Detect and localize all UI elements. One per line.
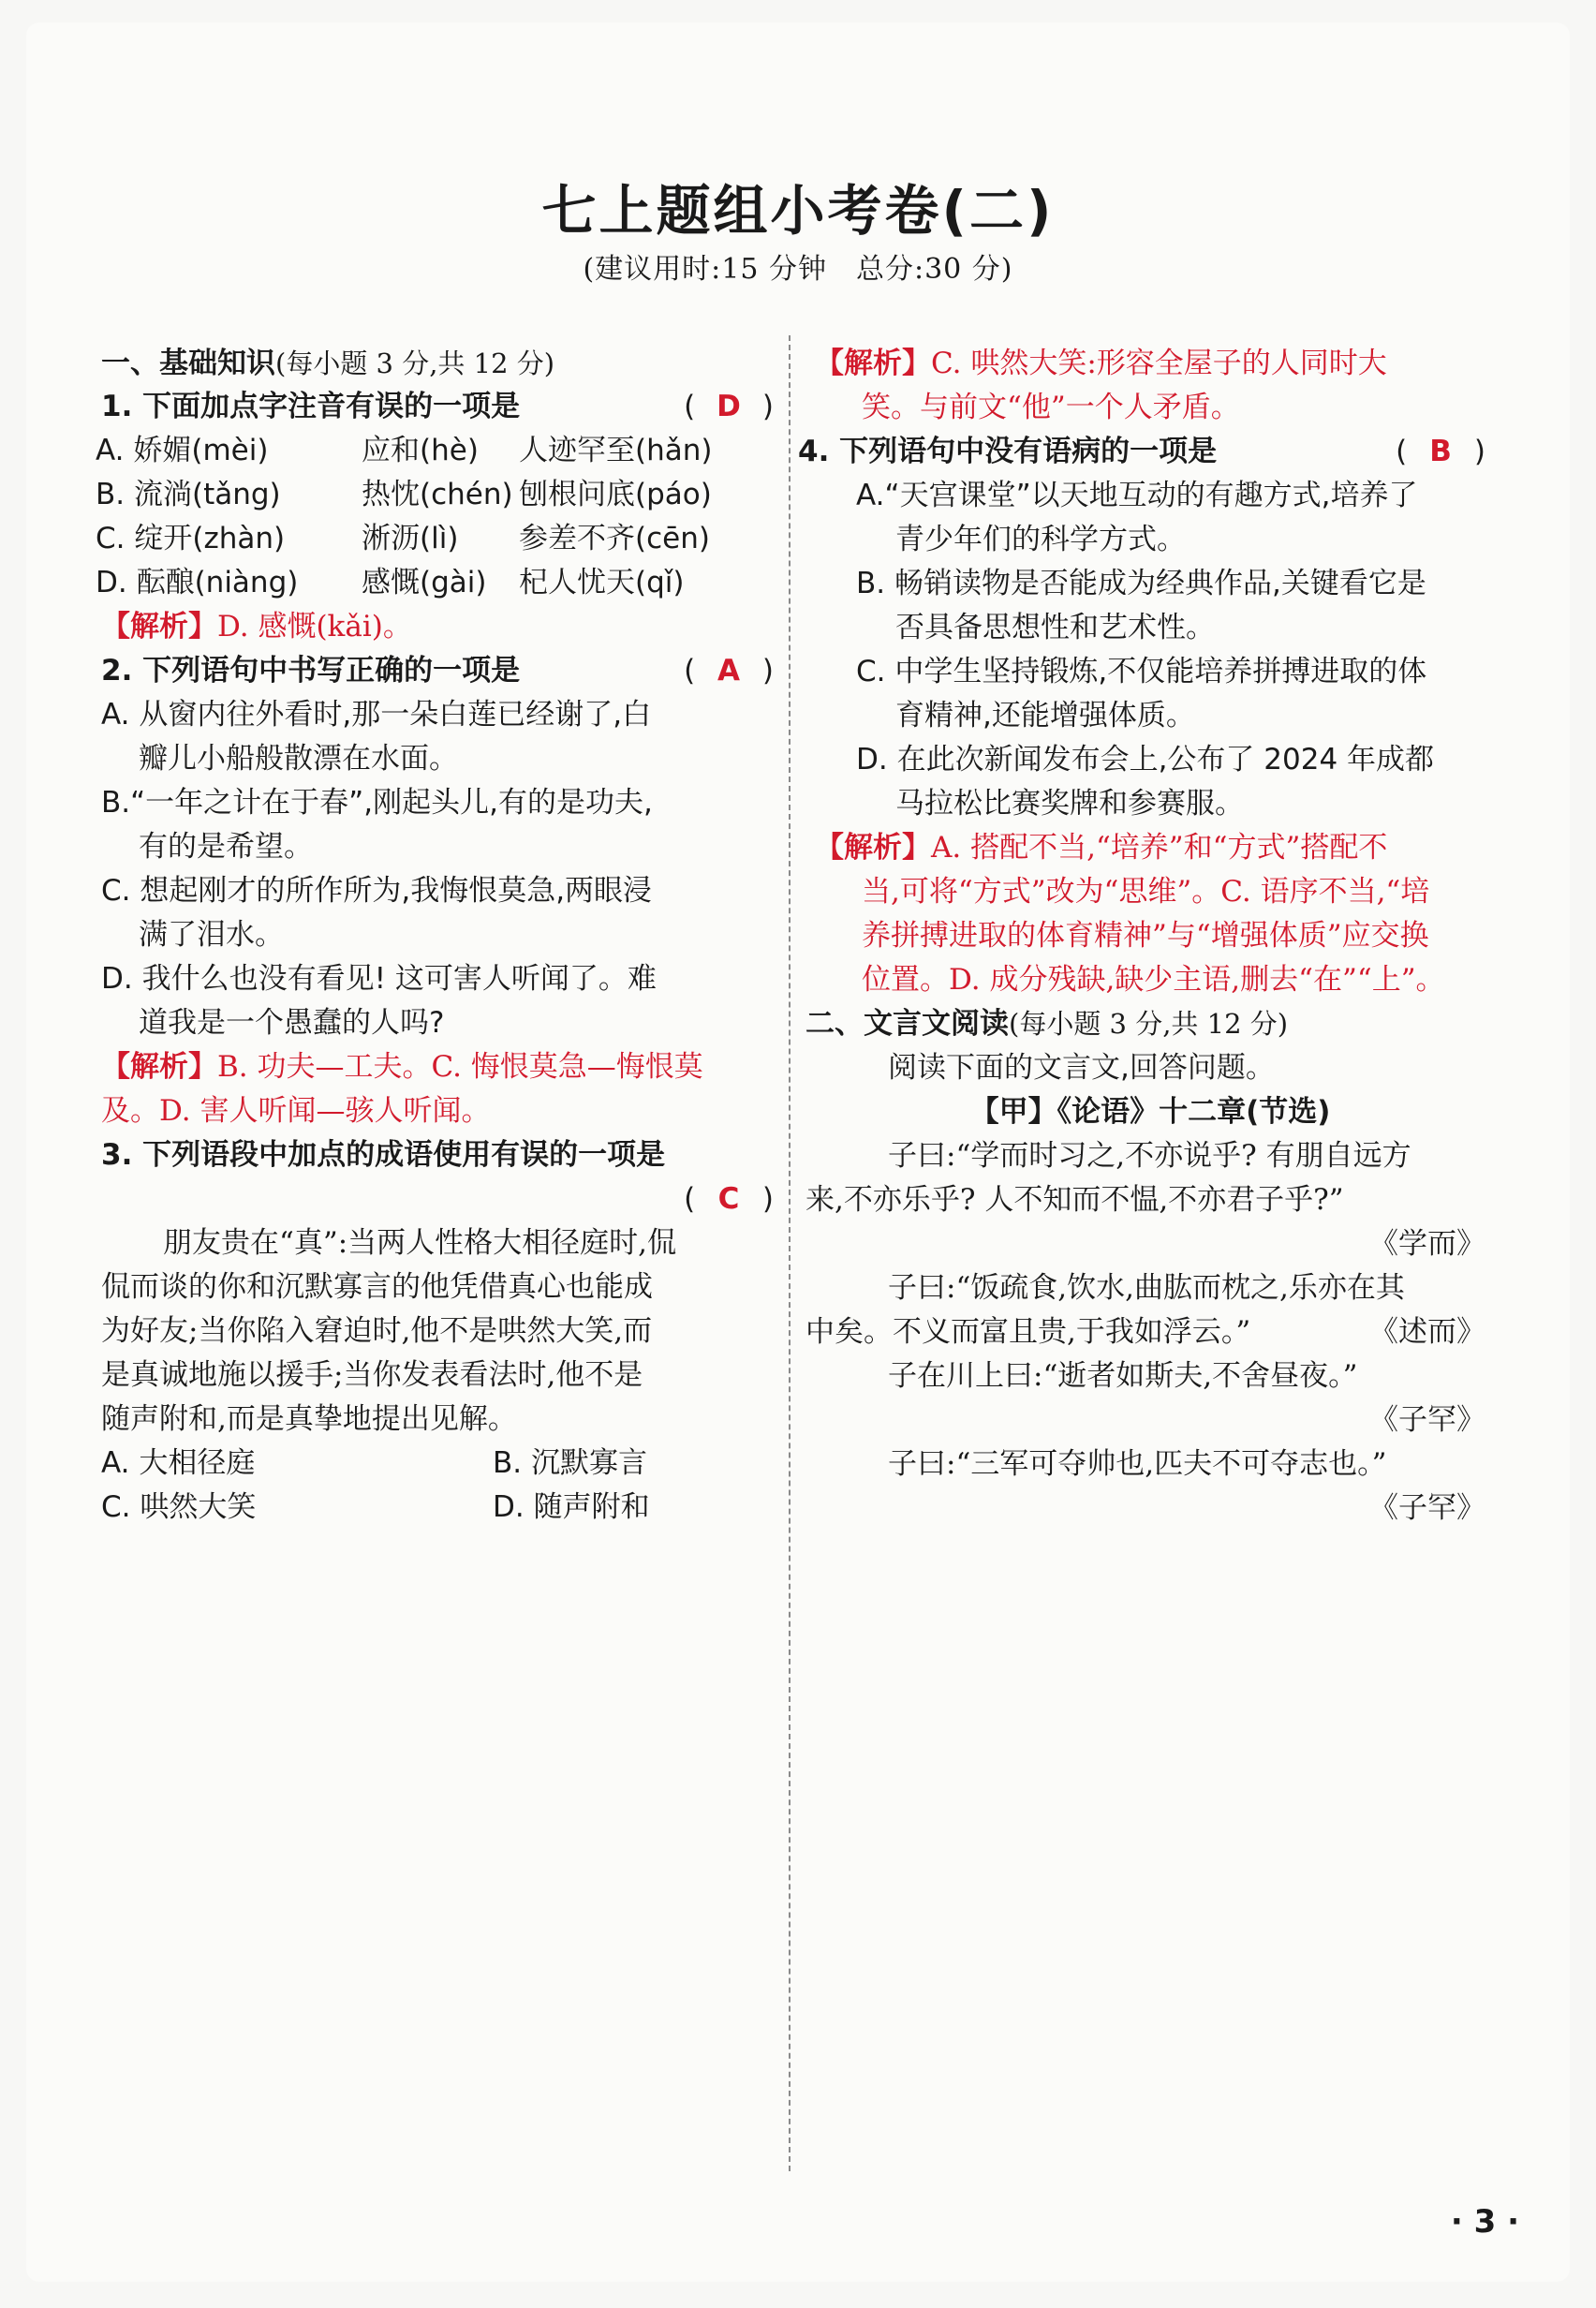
- q1-answer-box: ( D ): [684, 378, 774, 435]
- page-title: 七上题组小考卷(二): [541, 179, 1055, 243]
- q1-option-a-3: 人迹罕至(hǎn): [519, 434, 713, 467]
- section2-note: (每小题 3 分,共 12 分): [1009, 1008, 1289, 1040]
- q4-analysis-line: 当,可将“方式”改为“思维”。C. 语序不当,“培: [862, 875, 1430, 909]
- q4-answer: B: [1429, 435, 1452, 468]
- q2-answer: A: [717, 654, 741, 688]
- q4-analysis-line: 养拼搏进取的体育精神”与“增强体质”应交换: [862, 919, 1429, 953]
- q2-analysis-tag: 【解析】: [101, 1050, 217, 1084]
- q2-line: 有的是希望。: [139, 830, 313, 864]
- q3-option-d: D. 随声附和: [493, 1490, 650, 1524]
- q1-analysis-text: D. 感慨(kǎi)。: [217, 610, 412, 644]
- q1-answer: D: [717, 390, 741, 423]
- q4-line: B. 畅销读物是否能成为经典作品,关键看它是: [856, 567, 1426, 600]
- q3-passage-line: 为好友;当你陷入窘迫时,他不是哄然大笑,而: [101, 1314, 653, 1348]
- classical-line: 子曰:“学而时习之,不亦说乎? 有朋自远方: [888, 1139, 1411, 1173]
- q2-line: 道我是一个愚蠢的人吗?: [139, 1006, 445, 1040]
- section2-instruction: 阅读下面的文言文,回答问题。: [888, 1051, 1275, 1085]
- q1-option-d-3: 杞人忧天(qǐ): [519, 566, 685, 599]
- q3-passage-line: 随声附和,而是真挚地提出见解。: [101, 1402, 517, 1436]
- q4-analysis-tag: 【解析】: [815, 831, 931, 865]
- section1-label: 一、基础知识: [101, 347, 275, 380]
- q1-option-c-3: 参差不齐(cēn): [519, 522, 710, 555]
- q1-option-b-2: 热忱(chén): [362, 478, 513, 511]
- q3-passage-line: 侃而谈的你和沉默寡言的他凭借真心也能成: [101, 1270, 653, 1304]
- q1-option-c-1: C. 绽开(zhàn): [96, 522, 286, 555]
- q3-options-row-2: [101, 1479, 774, 1535]
- classical-line: 子曰:“饭疏食,饮水,曲肱而枕之,乐亦在其: [888, 1271, 1405, 1305]
- q4-analysis-line: A. 搭配不当,“培养”和“方式”搭配不: [931, 831, 1388, 865]
- q4-line: 育精神,还能增强体质。: [895, 699, 1195, 732]
- q3-answer-box: ( C ): [684, 1171, 774, 1227]
- classical-line: 子曰:“三军可夺帅也,匹夫不可夺志也。”: [888, 1447, 1387, 1481]
- q4-line: C. 中学生坚持锻炼,不仅能培养拼搏进取的体: [856, 655, 1427, 688]
- q2-line: D. 我什么也没有看见! 这可害人听闻了。难: [101, 962, 657, 996]
- q3-answer: C: [717, 1182, 740, 1216]
- q1-option-d-1: D. 酝酿(niàng): [96, 566, 299, 599]
- q3-analysis-line: 笑。与前文“他”一个人矛盾。: [862, 391, 1240, 424]
- q3-stem-text: 3. 下列语段中加点的成语使用有误的一项是: [101, 1138, 666, 1172]
- q2-line: 满了泪水。: [139, 918, 284, 952]
- q3-passage-line: 是真诚地施以援手;当你发表看法时,他不是: [101, 1358, 643, 1392]
- q1-option-b-1: B. 流淌(tǎng): [96, 478, 281, 511]
- column-divider: [789, 335, 791, 2171]
- section1-note: (每小题 3 分,共 12 分): [275, 348, 555, 379]
- q2-stem-text: 2. 下列语句中书写正确的一项是: [101, 654, 521, 688]
- q4-line: 马拉松比赛奖牌和参赛服。: [895, 787, 1244, 821]
- q1-analysis-tag: 【解析】: [101, 610, 217, 644]
- q2-analysis-line: B. 功夫—工夫。C. 悔恨莫急—悔恨莫: [217, 1050, 703, 1084]
- source-label: 《子罕》: [1369, 1403, 1485, 1437]
- q4-line: 青少年们的科学方式。: [895, 523, 1186, 556]
- q4-answer-box: ( B ): [1396, 423, 1485, 480]
- q2-analysis-line: 及。D. 害人听闻—骇人听闻。: [101, 1094, 491, 1128]
- classical-text-title: 【甲】《论语》十二章(节选): [969, 1095, 1331, 1129]
- q4-analysis-line: 位置。D. 成分残缺,缺少主语,删去“在”“上”。: [862, 963, 1445, 997]
- q2-answer-box: ( A ): [684, 643, 774, 699]
- q2-line: 瓣儿小船般散漂在水面。: [139, 742, 458, 776]
- source-label: 《子罕》: [1369, 1491, 1485, 1525]
- q1-option-d-2: 感慨(gài): [362, 566, 487, 599]
- q1-option-b-3: 刨根问底(páo): [519, 478, 712, 511]
- q1-option-a-2: 应和(hè): [362, 434, 479, 467]
- q3-passage-line: 朋友贵在“真”:当两人性格大相径庭时,侃: [163, 1226, 676, 1260]
- page-number: · 3 ·: [1450, 2203, 1519, 2241]
- q3-option-a: A. 大相径庭: [101, 1446, 256, 1480]
- q3-option-b: B. 沉默寡言: [493, 1446, 647, 1480]
- classical-line: 子在川上曰:“逝者如斯夫,不舍昼夜。”: [888, 1359, 1358, 1393]
- q3-analysis-line: C. 哄然大笑:形容全屋子的人同时大: [931, 347, 1387, 380]
- q4-stem-text: 4. 下列语句中没有语病的一项是: [798, 435, 1218, 468]
- q4-line: A.“天宫课堂”以天地互动的有趣方式,培养了: [856, 479, 1418, 512]
- q4-line: 否具备思想性和艺术性。: [895, 611, 1215, 644]
- q4-line: D. 在此次新闻发布会上,公布了 2024 年成都: [856, 743, 1435, 777]
- page-subtitle: (建议用时:15 分钟 总分:30 分): [583, 253, 1013, 286]
- classical-line: 中矣。不义而富且贵,于我如浮云。”: [805, 1315, 1251, 1349]
- q2-line: B.“一年之计在于春”,刚起头儿,有的是功夫,: [101, 786, 653, 820]
- section2-label: 二、文言文阅读: [805, 1007, 1009, 1041]
- q3-analysis-tag: 【解析】: [815, 347, 931, 380]
- q3-option-c: C. 哄然大笑: [101, 1490, 257, 1524]
- source-row: [815, 1480, 1485, 1536]
- q2-line: A. 从窗内往外看时,那一朵白莲已经谢了,白: [101, 698, 652, 732]
- q1-stem-text: 1. 下面加点字注音有误的一项是: [101, 390, 521, 423]
- source-label: 《述而》: [1369, 1315, 1485, 1349]
- source-label: 《学而》: [1369, 1227, 1485, 1261]
- q2-line: C. 想起刚才的所作所为,我悔恨莫急,两眼浸: [101, 874, 653, 908]
- classical-line: 来,不亦乐乎? 人不知而不愠,不亦君子乎?”: [805, 1183, 1344, 1217]
- q1-option-c-2: 淅沥(lì): [362, 522, 459, 555]
- q1-option-a-1: A. 娇媚(mèi): [96, 434, 269, 467]
